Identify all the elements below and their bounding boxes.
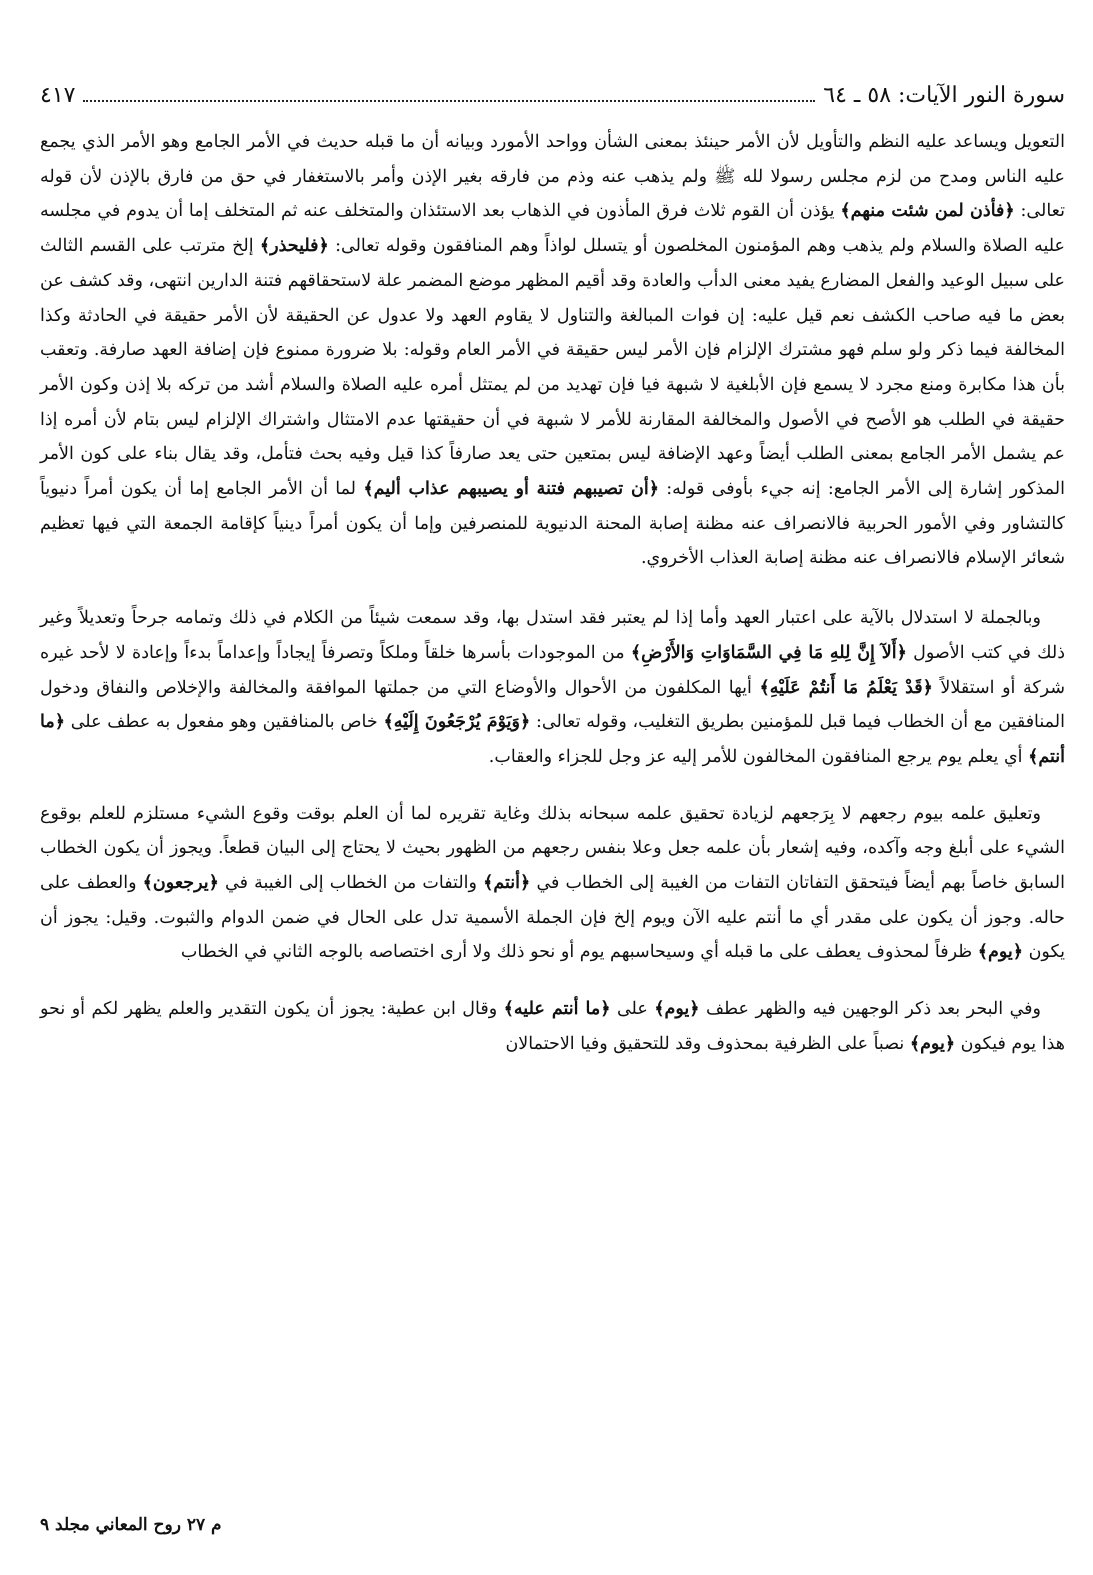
body-text (40, 125, 1065, 1062)
paragraph-gap (40, 970, 1065, 992)
paragraph-text: لما أن الأمر الجامع إما أن يكون أمراً دنيوياً كالتشاور وفي الأمور الحربية فالانصراف عنه مظنة إصابة المحنة الدنيوية للمنصرفين وإما أن يكون أمراً دينياً كإقامة الجمعة التي فيها تعظيم شعائر الإسلام فالانصراف عنه مظنة إصابة العذاب الأخروي. (40, 479, 1065, 569)
leader-dots (83, 100, 815, 102)
paragraph-3 (40, 797, 1065, 971)
paragraph-text: خاص بالمنافقين وهو مفعول به عطف على (64, 712, 384, 733)
quran-quote: ﴿يوم﴾ (654, 999, 700, 1020)
paragraph-text: وتعليق علمه بيوم رجعهم لا بِرَجعهم لزيادة تحقيق علمه سبحانه بذلك وغاية تقريره لما أن العلم بوقت وقوع الشيء مستلزم للعلم بوقوع الشيء على أبلغ وجه وآكده، وفيه إشعار بأن علمه جعل وعلا بنفس رجعهم من الظهور بحيث لا يحتاج إلى البيان قطعاً. ويجوز أن يكون الخطاب السابق خاصاً بهم أيضاً فيتحقق التفاتان التفات من الغيبة إلى الخطاب في (40, 803, 1065, 894)
paragraph-2 (40, 601, 1065, 775)
paragraph-text: والعطف على حاله. وجوز أن يكون على مقدر أي ما أنتم عليه الآن ويوم إلخ فإن الجملة الأسمية تدل على الحال في ضمن الدوام والثبوت. وقيل: يجوز أن يكون (40, 873, 1065, 963)
quran-quote: ﴿أَلآ إِنَّ لِلهِ مَا فِي السَّمَاوَاتِ وَالأَرْضِ﴾ (630, 642, 907, 663)
paragraph-gap (40, 576, 1065, 601)
paragraph-text: نصباً على الظرفية بمحذوف وقد للتحقيق وفيا الاحتمالان (505, 1033, 910, 1054)
quran-quote: ﴿أنتم﴾ (483, 873, 531, 894)
paragraph-text: على (610, 999, 655, 1020)
quran-quote: ﴿قَدْ يَعْلَمُ مَا أَنتُمْ عَلَيْهِ﴾ (759, 677, 933, 698)
running-head (40, 78, 1065, 112)
paragraph-text: ظرفاً لمحذوف يعطف على ما قبله أي وسيحاسبهم يوم أو نحو ذلك ولا أرى اختصاصه بالوجه الثاني في الخطاب (180, 942, 978, 963)
quran-quote: ﴿يوم﴾ (909, 1033, 956, 1054)
paragraph-text: من الموجودات بأسرها خلقاً وملكاً وتصرفاً إيجاداً وإعداماً بدءاً وإعادة لا لأحد غيره شركة أو استقلالاً (40, 642, 1065, 698)
paragraph-text: إلخ مترتب على القسم الثالث على سبيل الوعيد والفعل المضارع يفيد معنى الدأب والعادة وقد أقيم المظهر موضع المضمر علة لاستحقاقهم فتنة الدارين انتهى، وقد كشف عن بعض ما فيه صاحب الكشف نعم قيل عليه: إن فوات المبالغة والتناول لا يقاوم العهد ولا عدول عن الحقيقة لأن الأمر حقيقة في الحادثة وكذا المخالفة فيما ذكر ولو سلم فهو مشترك الإلزام فإن الأمر ليس حقيقة في الأمر العام وقوله: بلا ضرورة ممنوع فإن إضافة العهد صارفة. وتعقب بأن هذا مكابرة ومنع مجرد لا يسمع فإن الأبلغية لا شبهة فيا فإن تهديد من لم يمتثل أمره عليه الصلاة والسلام أشد من تركه بلا إذن وكون الأمر حقيقة في الطلب هو الأصح في الأصول والمخالفة المقارنة للأمر لا شبهة في أن حقيقتها عدم الامتثال واشتراك الإلزام ليس بتام لأن أمره إذا عم يشمل الأمر الجامع بمعنى الطلب أيضاً وعهد الإضافة ليس بمتعين حتى يعد صارفاً كذا قيل وفيه بحث فتأمل، وقد يقال بناء على كون الأمر المذكور إشارة إلى الأمر الجامع: إنه جيء بأوفى قوله: (40, 236, 1065, 500)
paragraph-text: يؤذن أن القوم ثلاث فرق المأذون في الذهاب بعد الاستئذان والمتخلف عنه ثم المتخلف إما أن يدوم في مجلسه عليه الصلاة والسلام ولم يذهب وهم المؤمنون المخلصون أو يتسلل لواذاً وهم المنافقون وقوله تعالى: (40, 201, 1065, 257)
paragraph-text: وبالجملة لا استدلال بالآية على اعتبار العهد وأما إذا لم يعتبر فقد استدل بها، وقد سمعت شيئاً من الكلام في ذلك وتمامه جرحاً وتعديلاً وغير ذلك في كتب الأصول (40, 608, 1065, 663)
paragraph-text: والتفات من الخطاب إلى الغيبة في (218, 873, 484, 894)
quran-quote: ﴿فليحذر﴾ (259, 236, 329, 257)
page-number: ٤١٧ (40, 82, 76, 108)
paragraph-text: وفي البحر بعد ذكر الوجهين فيه والظهر عطف (699, 999, 1041, 1020)
signature-mark: م ٢٧ روح المعاني مجلد ٩ (40, 1515, 222, 1535)
paragraph-4 (40, 992, 1065, 1061)
quran-quote: ﴿ما أنتم عليه﴾ (503, 999, 611, 1020)
quran-quote: ﴿يرجعون﴾ (142, 873, 219, 894)
quran-quote: ﴿يوم﴾ (977, 942, 1023, 963)
paragraph-gap (40, 775, 1065, 797)
quran-quote: ﴿أن تصيبهم فتنة أو يصيبهم عذاب أليم﴾ (363, 479, 659, 500)
paragraph-text: وقال ابن عطية: يجوز أن يكون التقدير والعلم يظهر لكم أو نحو هذا يوم فيكون (40, 999, 1065, 1054)
paragraph-text: أي يعلم يوم يرجع المنافقون المخالفون للأمر إليه عز وجل للجزاء والعقاب. (488, 746, 1029, 767)
quran-quote: ﴿ما أنتم﴾ (40, 712, 1065, 767)
quran-quote: ﴿وَيَوْمَ يُرْجَعُونَ إِلَيْهِ﴾ (383, 712, 531, 733)
paragraph-1 (40, 125, 1065, 576)
quran-quote: ﴿فأذن لمن شئت منهم﴾ (840, 201, 1015, 222)
paragraph-text: التعويل ويساعد عليه النظم والتأويل لأن الأمر حينئذ بمعنى الشأن وواحد الأمورد وبيانه أن ما قبله حديث في الأمر الجامع وهو الأمر الذي يجمع عليه الناس ومدح من لزم مجلس رسولا لله ﷺ ولم يذهب عنه وذم من فارقه بغير الإذن وأمر بالاستغفار في حق من فارق بالإذن لأن قوله تعالى: (40, 132, 1065, 222)
chapter-title: سورة النور الآيات: ٥٨ ـ ٦٤ (823, 82, 1065, 108)
paragraph-text: أيها المكلفون من الأحوال والأوضاع التي من جملتها الموافقة والمخالفة والإخلاص والنفاق ودخول المنافقين مع أن الخطاب فيما قبل للمؤمنين بطريق التغليب، وقوله تعالى: (40, 677, 1065, 733)
